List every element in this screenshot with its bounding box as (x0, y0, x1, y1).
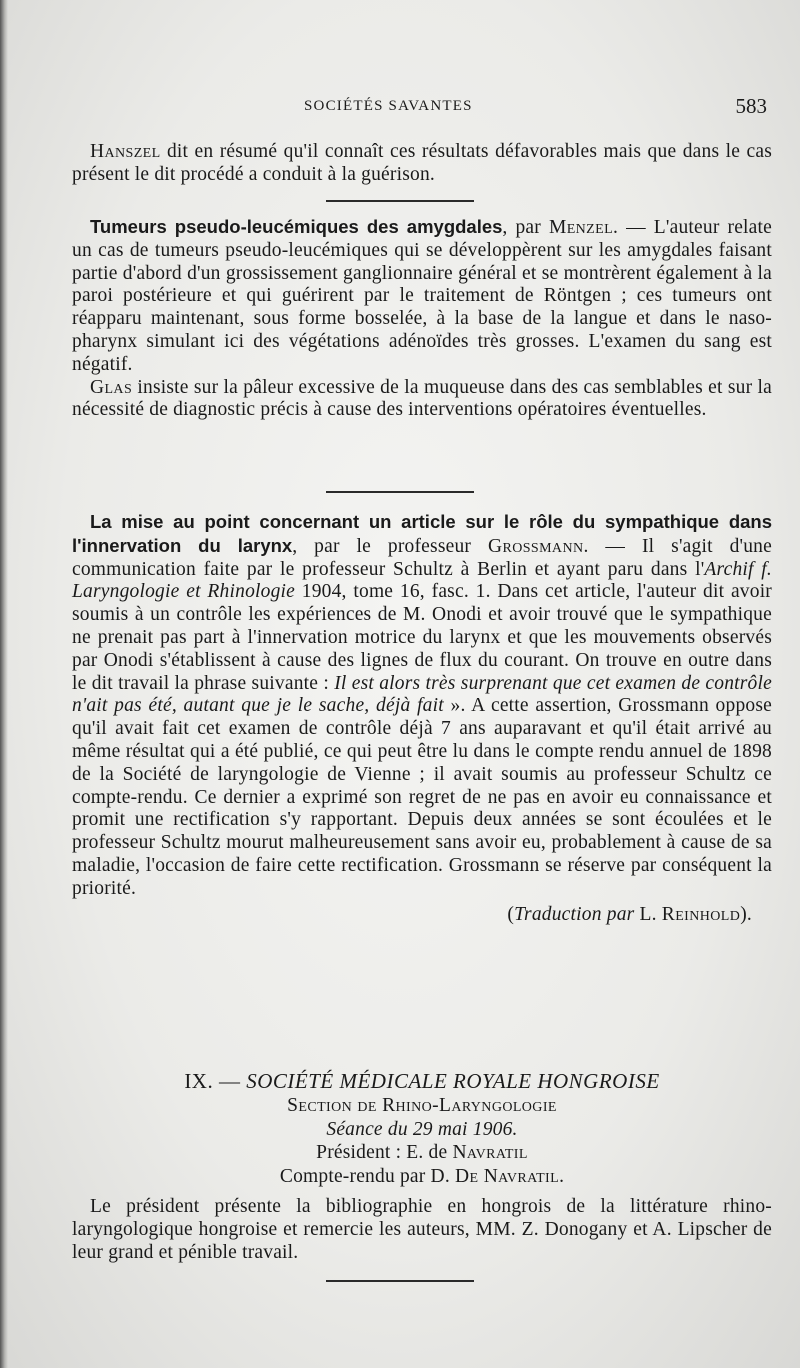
article-grossmann (72, 511, 772, 926)
session-date: Séance du 29 mai 1906. (326, 1118, 518, 1140)
article-title: Tumeurs pseudo-leucémiques des amygdales (90, 216, 503, 237)
paragraph-text: dit en résumé qu'il connaît ces résultats défavorables mais que dans le cas présent le dit procédé a conduit à la guérison. (72, 141, 772, 185)
running-header (72, 94, 772, 122)
president-line: Président : E. de Navratil (316, 1142, 528, 1164)
page-number: 583 (735, 94, 767, 118)
article-text: 1904, tome 16, fasc. 1. Dans cet article, l'auteur dit avoir soumis à un contrôle les expériences de M. Onodi et avoir trouvé que le sympathique ne prenait pas part à l'innervation motrice du larynx et que les mouvements observés par Onodi s'établissent à cause des lignes de flux du courant. On trouve en outre dans le dit travail la phrase suivante : (72, 581, 773, 694)
report-line: Compte-rendu par D. De Navratil. (279, 1166, 565, 1188)
article-author: Menzel (548, 217, 614, 238)
paragraph-text: Le président présente la bibliographie en hongrois de la littérature rhino-laryngologique hongroise et remercie les auteurs, MM. Z. Donogany et A. Lipscher de leur grand et pénible travail. (72, 1196, 772, 1263)
quoted-sentence: Il est alors très surprenant que cet examen de contrôle n'ait pas été, autant que je le sache, déjà fait (72, 672, 772, 717)
article-by: , par (502, 217, 549, 238)
section-title: IX. — SOCIÉTÉ MÉDICALE ROYALE HONGROISE (184, 1069, 660, 1093)
translation-label: Traduction par (514, 903, 635, 925)
separator-rule (326, 200, 474, 202)
page-edge-shadow (0, 0, 8, 1368)
speaker-name: Glas (90, 376, 133, 398)
paragraph-text: insiste sur la pâleur excessive de la muqueuse dans des cas semblables et sur la nécessité de diagnostic précis à cause des interventions opératoires éventuelles. (72, 376, 772, 421)
article-text: ». A cette assertion, Grossmann oppose qu'il avait fait cet examen de contrôle déjà 7 ans auparavant et qu'il était arrivé au même résultat qui a été publié, ce qui peut être lu dans le compte rendu annuel de 1898 de la Société de laryngologie de Vienne ; il avait soumis au professeur Schultz ce compte-rendu. Ce dernier a exprimé son regret de ne pas en avoir eu connaissance et promit une rectification s'y rapportant. Depuis deux années se sont écoulées et le professeur Schultz mourut malheureusement sans avoir eu, probablement à cause de sa maladie, l'occasion de faire cette rectification. Grossmann se réserve par conséquent la priorité. (72, 695, 772, 899)
article-title: La mise au point concernant un article sur le rôle du sympathique dans l'innervation du larynx (72, 511, 772, 556)
paragraph-hanszel (72, 141, 772, 187)
speaker-name: Hanszel (90, 141, 161, 162)
section-subtitle: Section de Rhino-Laryngologie (287, 1094, 557, 1116)
journal-title: Archif f. Laryngologie et Rhinologie (72, 558, 772, 603)
translation-credit: (Traduction par L. Reinhold). (507, 903, 752, 925)
closing-paragraph (72, 1196, 772, 1264)
running-title: SOCIÉTÉS SAVANTES (304, 98, 473, 114)
article-author: Grossmann (487, 535, 584, 557)
article-menzel (72, 216, 772, 422)
separator-rule (326, 491, 474, 493)
translator-name: Reinhold (661, 903, 741, 925)
article-text: . — Il s'agit d'une communication faite par le professeur Schultz à Berlin et ayant paru dans l' (72, 535, 772, 580)
article-text: . — L'auteur relate un cas de tumeurs pseudo-leucémiques qui se développèrent sur les amygdales faisant partie d'abord d'un grossissement ganglionnaire général et se montrèrent également à la paroi postérieure et qui guérirent par le traitement de Röntgen ; ces tumeurs ont réapparu maintenant, sous forme bosselée, à la base de la langue et dans le naso-pharynx simulant ici des végétations adénoïdes très grosses. L'examen du sang est négatif. (72, 217, 772, 375)
article-by: , par le professeur (292, 535, 488, 557)
separator-rule (326, 1280, 474, 1282)
section-heading (72, 1070, 772, 1189)
